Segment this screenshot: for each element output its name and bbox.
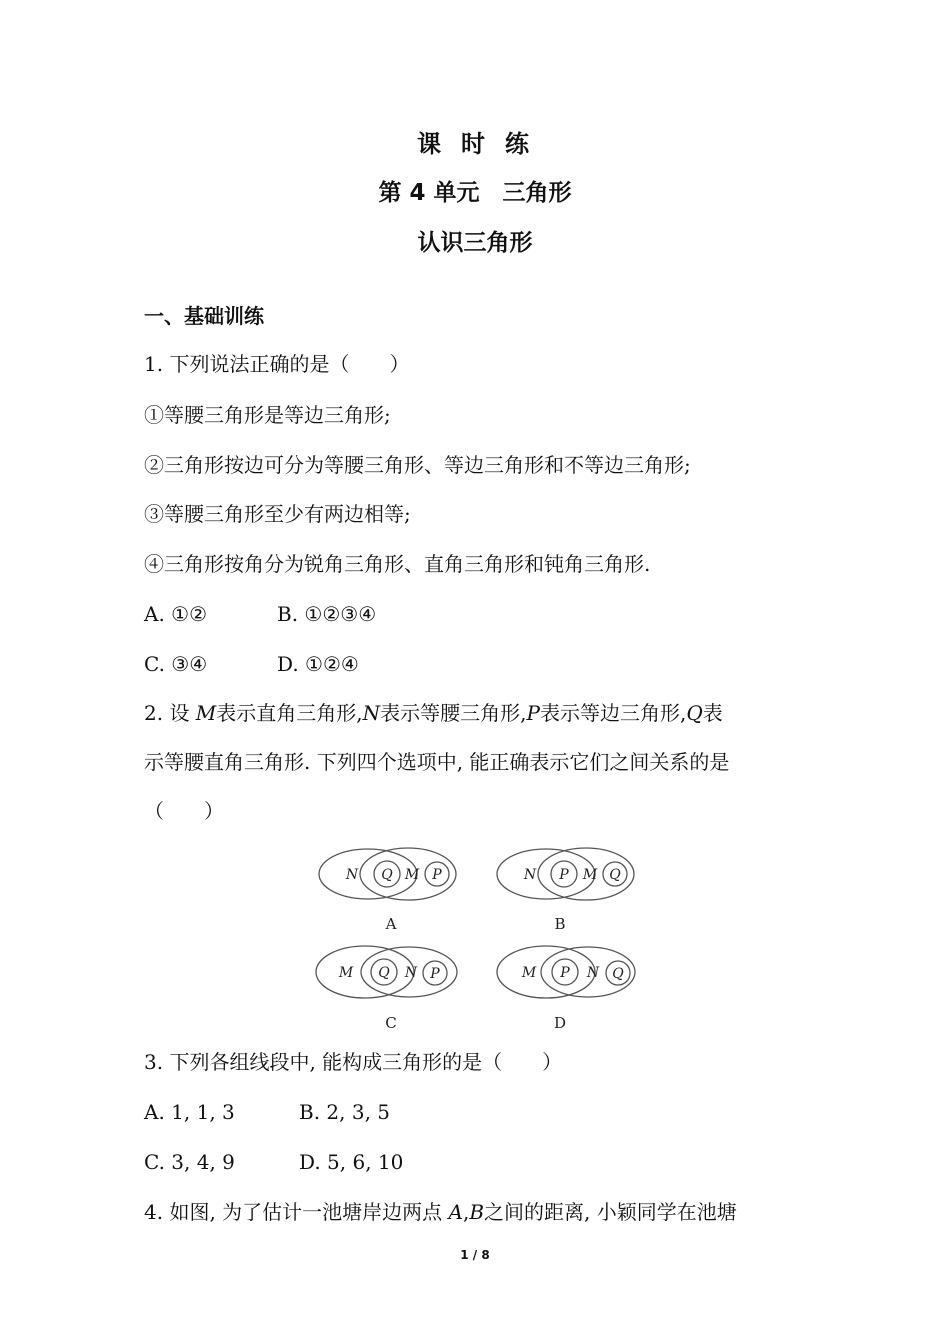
text: 2. 设: [144, 701, 196, 725]
lesson-title: 认识三角形: [417, 230, 533, 256]
venn-b-mid-label: P: [559, 867, 569, 883]
q1-statement-1: ①等腰三角形是等边三角形;: [144, 403, 391, 427]
q2-line-1: [144, 699, 723, 727]
venn-b-right-label: M: [582, 867, 598, 883]
venn-d-mid-label: P: [560, 965, 570, 981]
venn-a-caption: A: [385, 915, 397, 933]
text: 表示等腰三角形,: [380, 701, 527, 725]
var-a: A: [448, 1200, 463, 1224]
venn-d-inner-label: Q: [612, 966, 624, 982]
q1-option-d: D. ①②④: [277, 652, 359, 676]
page-title: [0, 124, 950, 159]
venn-c-mid-label: Q: [378, 965, 390, 981]
q3-option-d: D. 5, 6, 10: [299, 1150, 404, 1174]
venn-a-left-label: N: [345, 867, 359, 883]
q1-statement-4: ④三角形按角分为锐角三角形、直角三角形和钝角三角形.: [144, 552, 651, 576]
text: 4. 如图, 为了估计一池塘岸边两点: [144, 1200, 449, 1224]
venn-d-caption: D: [553, 1014, 567, 1032]
text: 表: [702, 701, 723, 725]
venn-c-left-ellipse: [316, 946, 414, 998]
q1-statement-2: ②三角形按边可分为等腰三角形、等边三角形和不等边三角形;: [144, 453, 691, 477]
q1-stem: 1. 下列说法正确的是（ ）: [144, 352, 410, 376]
venn-b-inner-label: Q: [609, 867, 621, 883]
venn-diagrams-figure: [300, 838, 660, 1038]
venn-d-left-ellipse: [497, 946, 595, 998]
venn-d-right-label: N: [586, 965, 600, 981]
var-q: Q: [686, 701, 703, 725]
venn-b-caption: B: [554, 915, 566, 933]
venn-c-caption: C: [385, 1014, 397, 1032]
venn-b-left-ellipse: [497, 849, 595, 899]
text: 表示等边三角形,: [539, 701, 687, 725]
q2-line-3: （ ）: [144, 799, 224, 823]
q3-option-a: A. 1, 1, 3: [144, 1100, 235, 1124]
section-heading: 一、基础训练: [144, 304, 264, 328]
venn-a-left-ellipse: [319, 849, 417, 899]
venn-d-left-label: M: [521, 965, 537, 981]
q1-option-b: B. ①②③④: [277, 602, 377, 626]
unit-title: 第 4 单元 三角形: [378, 180, 572, 206]
var-p: P: [526, 701, 540, 725]
var-m: M: [195, 701, 217, 725]
venn-c-left-label: M: [338, 965, 354, 981]
title-char: 练: [505, 130, 533, 158]
text: 表示直角三角形,: [216, 701, 363, 725]
venn-b-left-label: N: [523, 867, 537, 883]
text: 之间的距离, 小颖同学在池塘: [484, 1200, 737, 1224]
var-b: B: [469, 1200, 485, 1224]
q3-option-c: C. 3, 4, 9: [144, 1150, 235, 1174]
q3-stem: 3. 下列各组线段中, 能构成三角形的是（ ）: [144, 1050, 563, 1074]
q2-line-2: 示等腰直角三角形. 下列四个选项中, 能正确表示它们之间关系的是: [144, 750, 730, 774]
venn-a-right-label: M: [404, 867, 420, 883]
title-char: 课: [417, 130, 445, 158]
q1-option-a: A. ①②: [144, 602, 208, 626]
var-n: N: [362, 701, 381, 725]
page-number: 1 / 8: [460, 1248, 490, 1262]
q3-option-b: B. 2, 3, 5: [299, 1100, 391, 1124]
venn-c-inner-label: P: [430, 966, 440, 982]
venn-a-inner-label: P: [432, 867, 442, 883]
q1-statement-3: ③等腰三角形至少有两边相等;: [144, 502, 411, 526]
venn-c-right-label: N: [404, 965, 418, 981]
venn-a-mid-label: Q: [381, 867, 393, 883]
q4-line-1: [144, 1198, 737, 1226]
title-char: 时: [461, 130, 489, 158]
q1-option-c: C. ③④: [144, 652, 208, 676]
text: ,: [462, 1200, 470, 1224]
